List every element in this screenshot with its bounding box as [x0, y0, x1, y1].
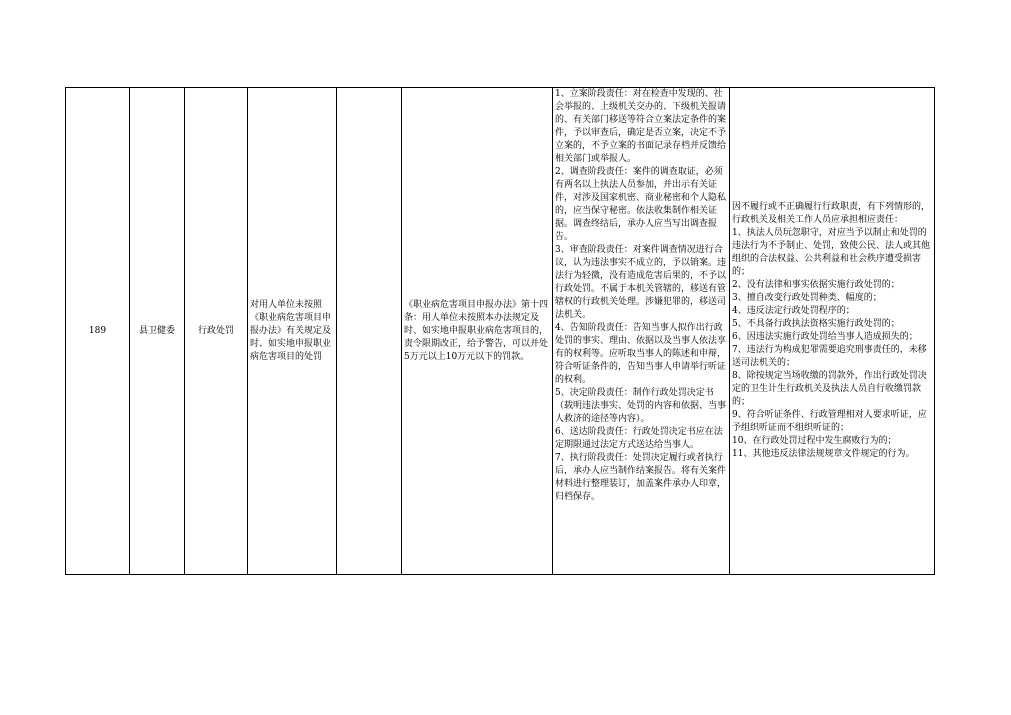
legal-basis-text: 《职业病危害项目申报办法》第十四条：用人单位未按照本办法规定及时、如实地申报职业病危害项目的，责令限期改正，给予警告，可以并处5万元以上10万元以下的罚款。: [404, 299, 549, 362]
sub-item-cell: [337, 88, 402, 575]
responsibility-text: 1、立案阶段责任：对在检查中发现的、社会举报的、上级机关交办的、下级机关报请的、有关部门移送等符合立案法定条件的案件，予以审查后，确定是否立案，决定不予立案的，不予立案的书面记录存档并反馈给相关部门或举报人。 2、调查阶段责任：案件的调查取证，必须有两名以上执法人员参加，并出示有关证件，对涉及国家机密、商业秘密和个人隐私的，应当保守秘密。依法收集制作相关证据。调查终结后，承办人应当写出调查报告。 3、审查阶段责任：对案件调查情况进行合议，认为违法事实不成立的，予以销案。违法行为轻微，没有造成危害后果的，不予以行政处罚。不属于本机关管辖的，移送有管辖权的行政机关处理。涉嫌犯罪的，移送司法机关。 4、告知阶段责任：告知当事人拟作出行政处罚的事实、理由、依据以及当事人依法享有的权利等。应听取当事人的陈述和申辩，符合听证条件的，告知当事人申请举行听证的权利。 5、决定阶段责任：制作行政处罚决定书（载明违法事实、处罚的内容和依据、当事人救济的途径等内容）。 6、送达阶段责任：行政处罚决定书应在法定期限通过法定方式送达给当事人。 7、执行阶段责任：处罚决定履行或者执行后，承办人应当制作结案报告。将有关案件材料进行整理装订，加盖案件承办人印章，归档保存。: [555, 89, 727, 502]
item-name-cell: [248, 88, 337, 575]
table-row: [66, 88, 935, 575]
accountability-cell: [730, 88, 935, 575]
category-cell: [185, 88, 248, 575]
department-cell: [130, 88, 185, 575]
power-category: 行政处罚: [197, 325, 234, 336]
responsibility-cell: [553, 88, 730, 575]
row-number: 189: [88, 325, 107, 336]
power-list-table: [65, 87, 935, 575]
row-number-cell: [66, 88, 130, 575]
accountability-text: 因不履行或不正确履行行政职责，有下列情形的，行政机关及相关工作人员应承担相应责任： 1、执法人员玩忽职守，对应当予以制止和处罚的违法行为不予制止、处罚，致使公民、法人或其他组织的合法权益、公共利益和社会秩序遭受损害的； 2、没有法律和事实依据实施行政处罚的； 3、擅自改变行政处罚种类、幅度的； 4、违反法定行政处罚程序的； 5、不具备行政执法资格实施行政处罚的； 6、因违法实施行政处罚给当事人造成损失的； 7、违法行为构成犯罪需要追究刑事责任的，未移送司法机关的； 8、除按规定当场收缴的罚款外，作出行政处罚决定的卫生计生行政机关及执法人员自行收缴罚款的； 9、符合听证条件、行政管理相对人要求听证，应予组织听证而不组织听证的； 10、在行政处罚过程中发生腐败行为的； 11、其他违反法律法规规章文件规定的行为。: [732, 202, 931, 459]
department-name: 县卫健委: [138, 325, 175, 336]
power-item-name: 对用人单位未按照《职业病危害项目申报办法》有关规定及时、如实地申报职业病危害项目的处罚: [250, 299, 332, 362]
legal-basis-cell: [402, 88, 553, 575]
